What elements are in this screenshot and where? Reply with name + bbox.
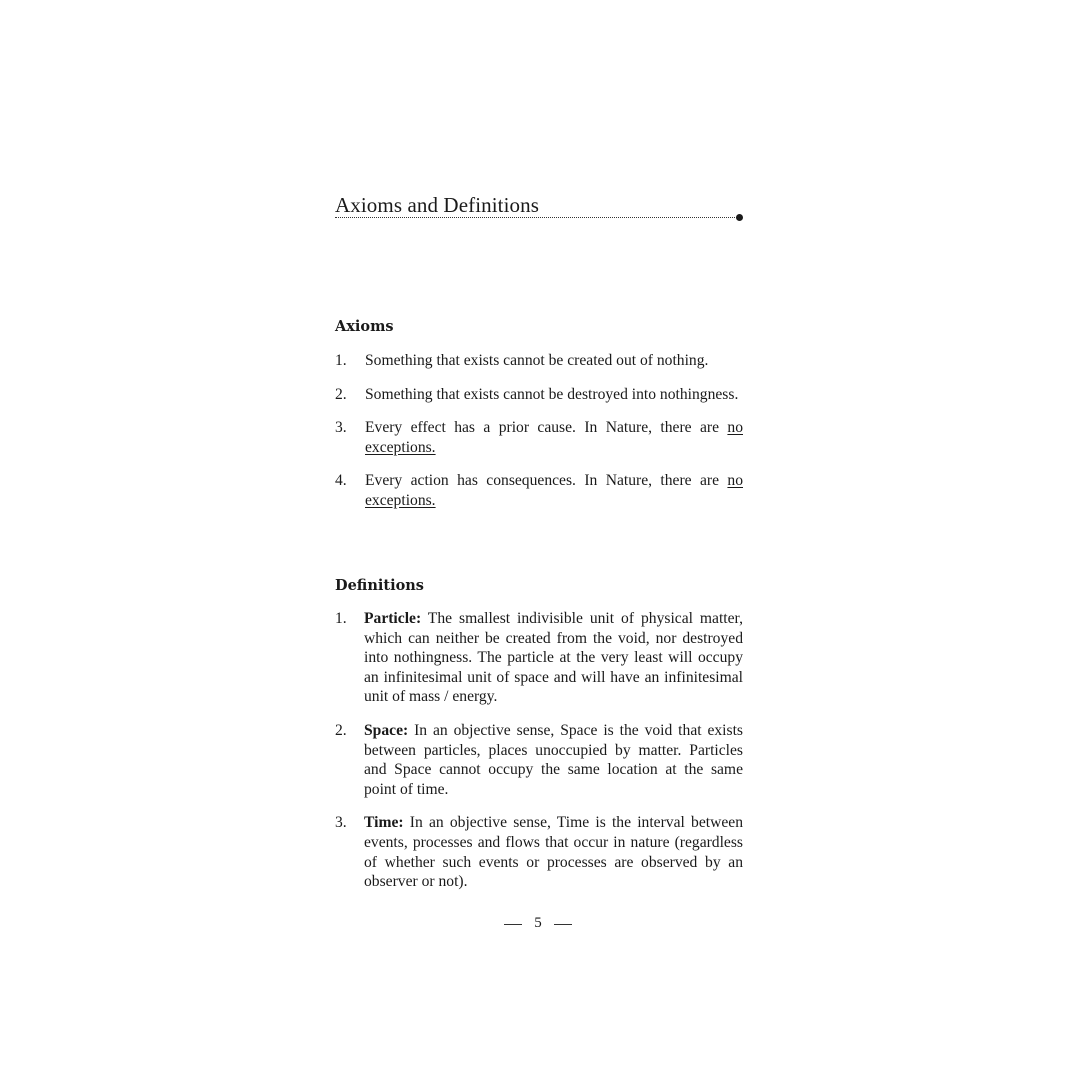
definition-text: Space: In an objective sense, Space is the void that exists between particles, places unoccupied by matter. Particles and Space cannot occupy the same location at the same point of time.: [364, 721, 743, 798]
footer-dash-right: [554, 924, 572, 925]
axiom-text: Every effect has a prior cause. In Nature, there are no exceptions.: [365, 419, 743, 456]
definition-text: Particle: The smallest indivisible unit of physical matter, which can neither be created from the void, nor destroyed into nothingness. The particle at the very least will occupy an infinitesimal unit of space and will have an infinitesimal unit of mass / energy.: [364, 610, 743, 706]
definition-number: 3.: [335, 814, 347, 832]
definition-term: Space:: [364, 721, 409, 739]
definition-item: [335, 609, 743, 707]
underlined-emphasis: no exceptions.: [365, 419, 743, 456]
header-dotted-rule: [335, 217, 737, 218]
axioms-list: [335, 351, 743, 525]
axiom-number: 3.: [335, 419, 347, 437]
axiom-number: 1.: [335, 352, 347, 369]
definition-term: Particle:: [364, 610, 422, 627]
axiom-item: [335, 385, 743, 405]
running-title: Axioms and Definitions: [335, 193, 540, 217]
definitions-heading: Definitions: [335, 577, 424, 594]
definition-item: [335, 813, 743, 891]
definition-number: 1.: [335, 610, 347, 627]
axiom-item: [335, 471, 743, 510]
axiom-number: 2.: [335, 385, 347, 403]
underlined-emphasis: no exceptions.: [365, 472, 743, 509]
definition-number: 2.: [335, 721, 347, 739]
axiom-item: [335, 418, 743, 457]
axiom-text: Every action has consequences. In Nature, there are no exceptions.: [365, 472, 743, 509]
book-page: [335, 190, 743, 222]
axiom-text: Something that exists cannot be destroyed into nothingness.: [365, 385, 739, 403]
axiom-number: 4.: [335, 472, 347, 490]
definition-item: [335, 721, 743, 799]
running-header: [335, 190, 743, 222]
definition-term: Time:: [364, 814, 404, 832]
header-dot-ornament: [736, 214, 743, 221]
definition-text: Time: In an objective sense, Time is the interval between events, processes and flows that occur in nature (regardless of whether such events or processes are observed by an observer or not).: [364, 814, 743, 891]
axiom-item: [335, 351, 743, 371]
page-footer: [504, 914, 572, 934]
definitions-list: [335, 609, 743, 906]
page-number: 5: [534, 915, 542, 931]
axioms-heading: Axioms: [335, 318, 394, 335]
axiom-text: Something that exists cannot be created out of nothing.: [365, 352, 709, 369]
